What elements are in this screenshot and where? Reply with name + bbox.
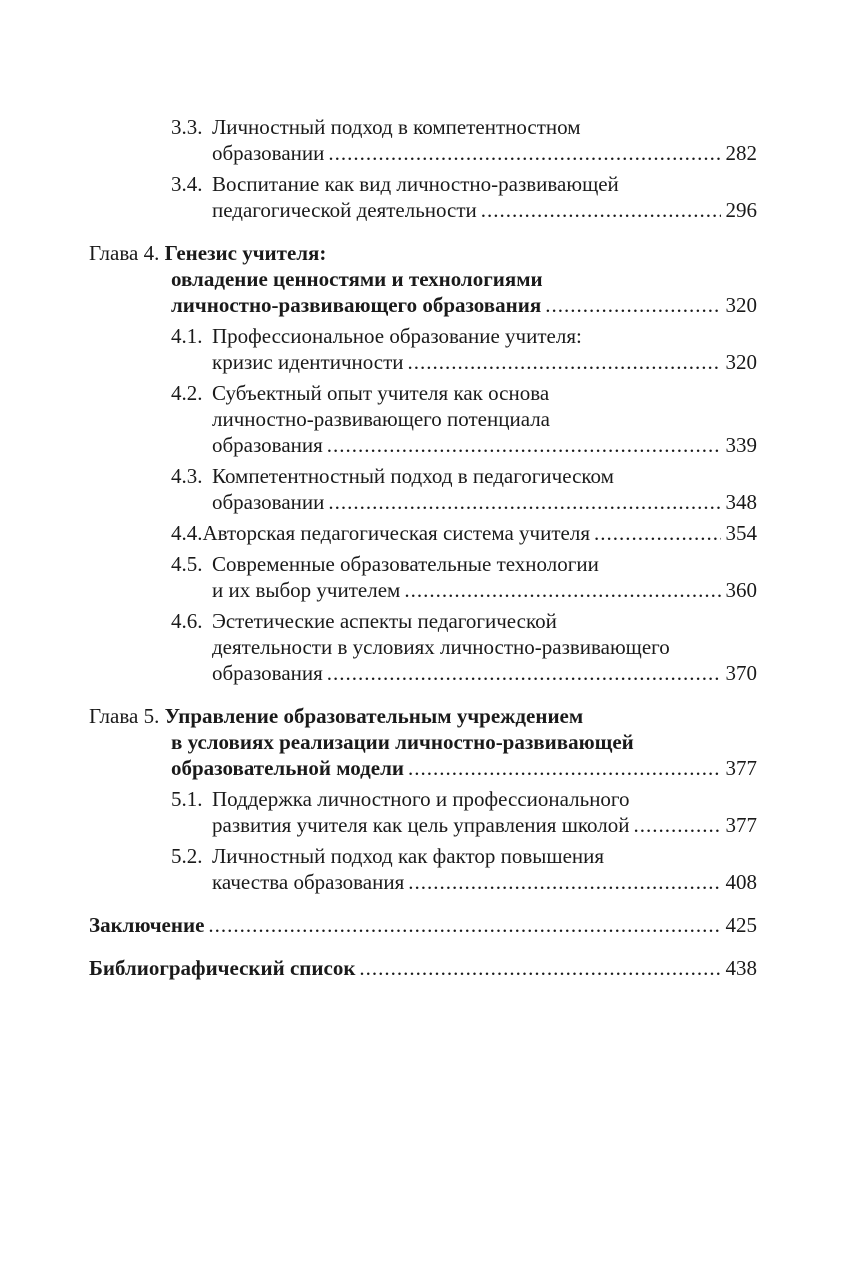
page-number: 320 <box>725 293 757 317</box>
toc-section-entry[interactable] <box>89 912 757 938</box>
toc-subsection-entry[interactable] <box>89 380 757 458</box>
toc-entry-title: Библиографический список <box>89 956 356 980</box>
toc-entry-title: Субъектный опыт учителя как основа <box>212 381 550 405</box>
page-number: 339 <box>725 433 757 457</box>
toc-entry-line <box>89 292 757 318</box>
toc-entry-line <box>89 266 757 292</box>
section-number: 4.3. <box>171 464 203 488</box>
toc-subsection-entry[interactable] <box>89 608 757 686</box>
toc-entry-line <box>89 577 757 603</box>
toc-entry-line <box>89 869 757 895</box>
page-number: 320 <box>725 350 757 374</box>
dot-leader <box>327 432 721 458</box>
section-number: 4.5. <box>171 552 203 576</box>
toc-entry-line <box>89 812 757 838</box>
page-number: 438 <box>725 956 757 980</box>
toc-entry-title: Воспитание как вид личностно-развивающей <box>212 172 619 196</box>
toc-entry-line <box>89 843 757 869</box>
toc-entry-title: Авторская педагогическая система учителя <box>202 521 590 545</box>
toc-subsection-entry[interactable] <box>89 843 757 895</box>
toc-entry-title: личностно-развивающего потенциала <box>212 407 550 431</box>
toc-entry-title: образования <box>212 433 323 457</box>
toc-entry-title: личностно-развивающего образования <box>171 293 542 317</box>
toc-subsection-entry[interactable] <box>89 323 757 375</box>
page-number: 348 <box>725 490 757 514</box>
toc-entry-title: овладение ценностями и технологиями <box>171 267 543 291</box>
dot-leader <box>633 812 721 838</box>
dot-leader <box>481 197 721 223</box>
toc-chapter-entry[interactable] <box>89 703 757 781</box>
toc-subsection-entry[interactable] <box>89 551 757 603</box>
toc-subsection-entry[interactable] <box>89 171 757 223</box>
dot-leader <box>594 520 721 546</box>
toc-entry-title: кризис идентичности <box>212 350 404 374</box>
toc-entry-line <box>89 660 757 686</box>
dot-leader <box>359 955 721 981</box>
toc-entry-line <box>89 406 757 432</box>
dot-leader <box>328 140 721 166</box>
toc-entry-line <box>89 240 757 266</box>
toc-entry-line <box>89 912 757 938</box>
page-number: 408 <box>725 870 757 894</box>
toc-entry-line <box>89 380 757 406</box>
chapter-prefix: Глава 4. <box>89 241 160 265</box>
page-number: 282 <box>725 141 757 165</box>
toc-entry-title: Генезис учителя: <box>164 241 327 265</box>
toc-subsection-entry[interactable] <box>89 463 757 515</box>
section-number: 4.6. <box>171 609 203 633</box>
toc-entry-line <box>89 703 757 729</box>
dot-leader <box>208 912 721 938</box>
toc-entry-line <box>89 955 757 981</box>
section-number: 3.3. <box>171 115 203 139</box>
toc-entry-title: Личностный подход как фактор повышения <box>212 844 605 868</box>
page-number: 296 <box>725 198 757 222</box>
toc-entry-title: качества образования <box>212 870 405 894</box>
toc-entry-line <box>89 463 757 489</box>
toc-entry-title: в условиях реализации личностно-развивающей <box>171 730 634 754</box>
toc-entry-line <box>89 755 757 781</box>
toc-entry-line <box>89 786 757 812</box>
toc-entry-title: Профессиональное образование учителя: <box>212 324 582 348</box>
page-number: 425 <box>725 913 757 937</box>
toc-entry-line <box>89 323 757 349</box>
toc-entry-title: Компетентностный подход в педагогическом <box>212 464 614 488</box>
toc-entry-title: Личностный подход в компетентностном <box>212 115 581 139</box>
toc-entry-line <box>89 520 757 546</box>
toc-entry-title: и их выбор учителем <box>212 578 401 602</box>
toc-entry-title: образовательной модели <box>171 756 404 780</box>
section-number: 5.1. <box>171 787 203 811</box>
dot-leader <box>327 660 721 686</box>
dot-leader <box>408 755 721 781</box>
toc-entry-line <box>89 432 757 458</box>
toc-entry-title: образовании <box>212 141 325 165</box>
page-number: 377 <box>725 756 757 780</box>
toc-entry-title: Поддержка личностного и профессионального <box>212 787 630 811</box>
toc-entry-line <box>89 634 757 660</box>
table-of-contents <box>89 114 757 986</box>
toc-subsection-entry[interactable] <box>89 786 757 838</box>
toc-entry-line <box>89 140 757 166</box>
toc-entry-line <box>89 729 757 755</box>
dot-leader <box>408 869 721 895</box>
section-number: 4.4. <box>171 521 203 545</box>
toc-entry-title: Управление образовательным учреждением <box>164 704 584 728</box>
toc-entry-line <box>89 489 757 515</box>
page-number: 370 <box>725 661 757 685</box>
section-number: 3.4. <box>171 172 203 196</box>
toc-entry-title: педагогической деятельности <box>212 198 477 222</box>
section-number: 5.2. <box>171 844 203 868</box>
toc-entry-title: деятельности в условиях личностно-развивающего <box>212 635 670 659</box>
page-number: 377 <box>725 813 757 837</box>
toc-entry-title: образования <box>212 661 323 685</box>
toc-chapter-entry[interactable] <box>89 240 757 318</box>
chapter-prefix: Глава 5. <box>89 704 160 728</box>
dot-leader <box>545 292 721 318</box>
toc-entry-title: Заключение <box>89 913 205 937</box>
toc-entry-title: Современные образовательные технологии <box>212 552 599 576</box>
section-number: 4.2. <box>171 381 203 405</box>
toc-section-entry[interactable] <box>89 955 757 981</box>
dot-leader <box>408 349 721 375</box>
toc-entry-line <box>89 551 757 577</box>
toc-entry-title: развития учителя как цель управления школой <box>212 813 630 837</box>
toc-entry-title: образовании <box>212 490 325 514</box>
page-number: 354 <box>725 521 757 545</box>
toc-entry-line <box>89 171 757 197</box>
toc-entry-line <box>89 349 757 375</box>
toc-entry-title: Эстетические аспекты педагогической <box>212 609 557 633</box>
dot-leader <box>328 489 721 515</box>
page-number: 360 <box>725 578 757 602</box>
section-number: 4.1. <box>171 324 203 348</box>
toc-entry-line <box>89 114 757 140</box>
toc-subsection-entry[interactable] <box>89 520 757 546</box>
toc-entry-line <box>89 197 757 223</box>
dot-leader <box>404 577 721 603</box>
toc-subsection-entry[interactable] <box>89 114 757 166</box>
toc-entry-line <box>89 608 757 634</box>
